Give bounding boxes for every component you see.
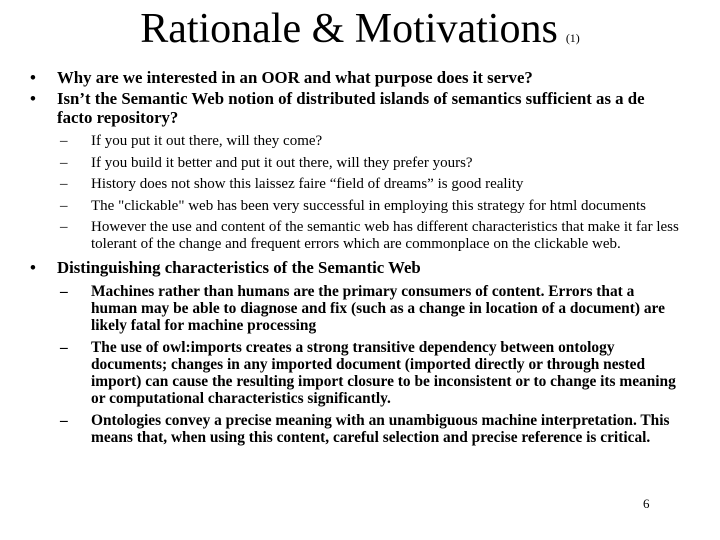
slide-body [30, 68, 680, 452]
sub-item [60, 176, 680, 193]
sub-list [30, 133, 680, 252]
sub-item [60, 412, 680, 446]
sub-item-text: However the use and content of the semantic web has different characteristics that make it far less tolerant of the change and frequent errors which are commonplace on the clickable web. [91, 219, 679, 252]
bullet-marker: • [30, 68, 36, 87]
bullet-text: Why are we interested in an OOR and what purpose does it serve? [57, 68, 533, 87]
dash-marker: – [60, 283, 68, 300]
sub-list [30, 283, 680, 446]
bullet-text: Distinguishing characteristics of the Semantic Web [57, 258, 421, 277]
sub-item-text: Machines rather than humans are the primary consumers of content. Errors that a human may be able to diagnose and fix (such as a change in location of a document) are likely fatal for machine processing [91, 283, 665, 334]
bullet-item [30, 258, 680, 277]
sub-item-text: Ontologies convey a precise meaning with an unambiguous machine interpretation. This means that, when using this content, careful selection and precise reference is critical. [91, 412, 670, 446]
sub-item-text: The use of owl:imports creates a strong transitive dependency between ontology documents; changes in any imported document (imported directly or through nested import) can cause the resulting import closure to be inconsistent or to change its meaning or computational characteristics significantly. [91, 339, 676, 407]
dash-marker: – [60, 133, 68, 149]
dash-marker: – [60, 339, 68, 356]
bullet-item [30, 68, 680, 87]
slide-title: Rationale & Motivations [140, 6, 558, 52]
sub-item-text: The "clickable" web has been very successful in employing this strategy for html documents [91, 197, 647, 214]
sub-item [60, 219, 680, 252]
slide-title-block [0, 4, 720, 63]
bullet-marker: • [30, 89, 36, 108]
dash-marker: – [60, 219, 68, 235]
sub-item-text: If you put it out there, will they come? [91, 133, 323, 149]
dash-marker: – [60, 154, 68, 171]
sub-item [60, 283, 680, 334]
sub-item [60, 339, 680, 407]
bullet-item [30, 89, 680, 127]
dash-marker: – [60, 197, 68, 214]
sub-item [60, 155, 680, 172]
sub-item [60, 198, 680, 215]
slide-title-note: (1) [565, 31, 580, 45]
sub-item [60, 133, 680, 150]
sub-item-text: History does not show this laissez faire “field of dreams” is good reality [91, 176, 524, 192]
dash-marker: – [60, 412, 68, 429]
page-number: 6 [643, 496, 650, 511]
dash-marker: – [60, 176, 68, 192]
bullet-text: Isn’t the Semantic Web notion of distributed islands of semantics sufficient as a de facto repository? [57, 89, 645, 127]
bullet-marker: • [30, 258, 36, 277]
sub-item-text: If you build it better and put it out there, will they prefer yours? [91, 154, 473, 171]
